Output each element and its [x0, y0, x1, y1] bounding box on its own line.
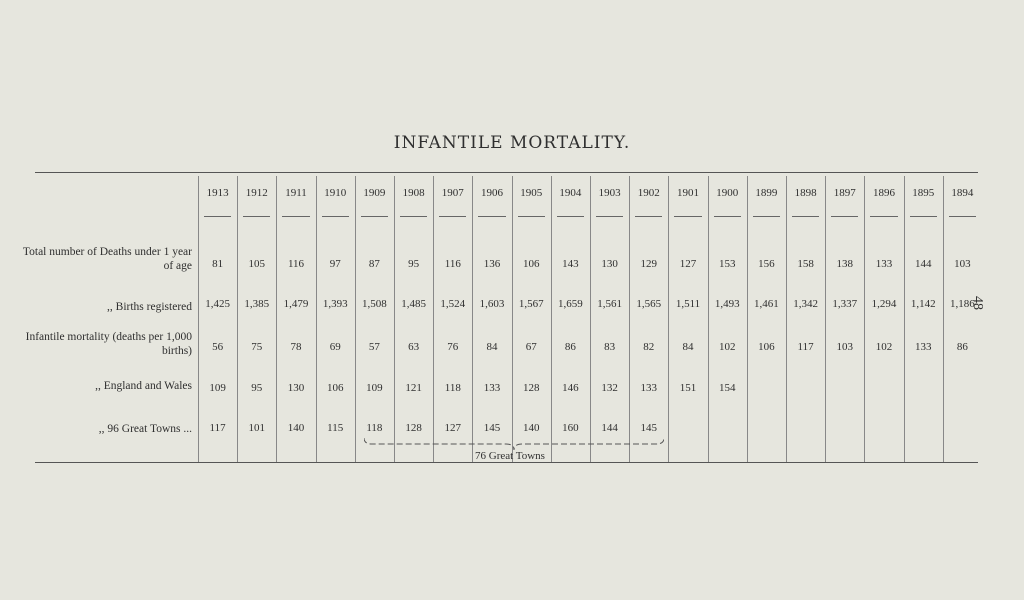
year-header: 1894: [951, 187, 974, 199]
year-header: 1900: [716, 187, 739, 199]
column-divider: [825, 176, 826, 462]
column-divider: [472, 176, 473, 462]
table-cell: 129: [640, 258, 658, 270]
header-underline: [714, 216, 741, 217]
column-divider: [943, 176, 944, 462]
table-cell: 84: [486, 341, 498, 353]
year-header: 1911: [285, 187, 307, 199]
table-cell: 136: [483, 258, 501, 270]
table-cell: 1,493: [714, 298, 740, 310]
table-cell: 1,425: [205, 298, 230, 310]
column-divider: [590, 176, 591, 462]
table-cell: 102: [875, 341, 893, 353]
table-cell: 1,485: [401, 298, 426, 310]
table-cell: 56: [212, 341, 224, 353]
table-cell: 106: [326, 382, 344, 394]
table-cell: 116: [287, 258, 305, 270]
table-cell: 1,385: [244, 298, 270, 310]
table-bottom-rule: [35, 462, 978, 463]
header-underline: [361, 216, 388, 217]
column-divider: [786, 176, 787, 462]
year-header: 1903: [598, 187, 621, 199]
table-cell: 133: [914, 341, 932, 353]
column-divider: [276, 176, 277, 462]
year-header: 1897: [833, 187, 856, 199]
header-underline: [204, 216, 231, 217]
table-cell: 132: [601, 382, 618, 394]
table-cell: 78: [290, 341, 302, 353]
table-cell: 117: [209, 422, 226, 434]
table-cell: 144: [914, 258, 932, 270]
table-cell: 118: [366, 422, 383, 434]
column-divider: [433, 176, 434, 462]
table-cell: 83: [604, 341, 616, 353]
header-underline: [949, 216, 976, 217]
header-underline: [282, 216, 309, 217]
table-cell: 103: [954, 258, 971, 270]
table-cell: 76: [447, 341, 459, 353]
table-cell: 153: [718, 258, 736, 270]
header-underline: [439, 216, 466, 217]
header-underline: [792, 216, 819, 217]
table-cell: 115: [327, 422, 344, 434]
year-header: 1905: [520, 187, 543, 199]
table-cell: 84: [682, 341, 694, 353]
table-cell: 97: [329, 258, 341, 270]
group-note: 76 Great Towns: [475, 450, 545, 462]
table-cell: 140: [522, 422, 540, 434]
table-cell: 86: [956, 341, 968, 353]
table-cell: 145: [483, 422, 501, 434]
table-cell: 146: [562, 382, 579, 394]
header-underline: [753, 216, 780, 217]
table-cell: 63: [408, 341, 420, 353]
column-divider: [864, 176, 865, 462]
rowlabel-england-wales: ,, England and Wales: [95, 380, 192, 392]
table-cell: 133: [875, 258, 893, 270]
table-cell: 1,511: [675, 298, 701, 310]
header-underline: [910, 216, 937, 217]
year-header: 1902: [637, 187, 660, 199]
table-cell: 154: [718, 382, 736, 394]
table-cell: 1,461: [754, 298, 779, 310]
column-divider: [198, 176, 199, 462]
table-cell: 1,393: [322, 298, 348, 310]
table-cell: 133: [483, 382, 501, 394]
table-cell: 1,142: [910, 298, 936, 310]
table-cell: 1,508: [362, 298, 387, 310]
header-underline: [322, 216, 349, 217]
group-brace: [364, 438, 664, 450]
rowlabel-births: ,, Births registered: [107, 301, 192, 313]
table-cell: 1,342: [793, 298, 818, 310]
table-cell: 103: [836, 341, 854, 353]
table-cell: 69: [329, 341, 341, 353]
table-cell: 106: [522, 258, 540, 270]
table-cell: 109: [366, 382, 383, 394]
column-divider: [394, 176, 395, 462]
year-header: 1896: [872, 187, 895, 199]
header-underline: [478, 216, 505, 217]
year-header: 1910: [324, 187, 347, 199]
header-underline: [831, 216, 858, 217]
header-underline: [243, 216, 270, 217]
table-cell: 160: [562, 422, 579, 434]
year-header: 1899: [755, 187, 778, 199]
table-cell: 143: [562, 258, 579, 270]
table-top-rule: [35, 172, 978, 173]
column-divider: [668, 176, 669, 462]
table-cell: 1,561: [597, 298, 622, 310]
table-cell: 106: [758, 341, 775, 353]
header-underline: [674, 216, 701, 217]
table-cell: 82: [643, 341, 655, 353]
year-header: 1895: [912, 187, 935, 199]
page-title: INFANTILE MORTALITY.: [393, 133, 631, 153]
table-cell: 87: [368, 258, 380, 270]
page-number: 48: [970, 296, 985, 310]
table-cell: 81: [212, 258, 224, 270]
table-cell: 1,524: [440, 298, 466, 310]
table-cell: 95: [408, 258, 420, 270]
rowlabel-mortality: Infantile mortality (deaths per 1,000 births): [25, 331, 192, 357]
table-cell: 86: [564, 341, 576, 353]
table-cell: 138: [836, 258, 854, 270]
header-underline: [400, 216, 427, 217]
table-cell: 1,567: [518, 298, 544, 310]
column-divider: [708, 176, 709, 462]
table-cell: 102: [718, 341, 736, 353]
table-cell: 140: [287, 422, 305, 434]
year-header: 1909: [363, 187, 386, 199]
header-underline: [557, 216, 584, 217]
rowlabel-deaths: Total number of Deaths under 1 year of age: [22, 246, 192, 272]
year-header: 1906: [480, 187, 503, 199]
table-cell: 130: [601, 258, 618, 270]
column-divider: [629, 176, 630, 462]
table-cell: 1,565: [636, 298, 662, 310]
table-cell: 156: [758, 258, 775, 270]
table-cell: 105: [248, 258, 266, 270]
table-cell: 95: [251, 382, 263, 394]
table-cell: 128: [522, 382, 540, 394]
table-cell: 133: [640, 382, 658, 394]
table-cell: 127: [679, 258, 697, 270]
table-cell: 1,294: [871, 298, 897, 310]
table-cell: 130: [287, 382, 305, 394]
column-divider: [551, 176, 552, 462]
column-divider: [237, 176, 238, 462]
table-cell: 118: [444, 382, 461, 394]
table-cell: 116: [444, 258, 461, 270]
column-divider: [316, 176, 317, 462]
table-cell: 128: [405, 422, 422, 434]
table-cell: 127: [444, 422, 462, 434]
table-cell: 145: [640, 422, 658, 434]
table-cell: 101: [248, 422, 266, 434]
header-underline: [635, 216, 662, 217]
year-header: 1907: [441, 187, 464, 199]
table-cell: 121: [405, 382, 422, 394]
header-underline: [870, 216, 897, 217]
table-cell: 57: [368, 341, 380, 353]
header-underline: [596, 216, 623, 217]
column-divider: [904, 176, 905, 462]
year-header: 1912: [245, 187, 268, 199]
column-divider: [355, 176, 356, 462]
table-cell: 109: [209, 382, 226, 394]
table-cell: 158: [797, 258, 814, 270]
table-cell: 1,337: [832, 298, 858, 310]
table-cell: 1,479: [283, 298, 309, 310]
table-cell: 75: [251, 341, 263, 353]
header-underline: [518, 216, 545, 217]
table-cell: 1,186: [950, 298, 975, 310]
year-header: 1898: [794, 187, 817, 199]
column-divider: [747, 176, 748, 462]
rowlabel-great-towns: ,, 96 Great Towns ...: [98, 423, 192, 435]
year-header: 1908: [402, 187, 425, 199]
year-header: 1904: [559, 187, 582, 199]
year-header: 1913: [206, 187, 229, 199]
table-cell: 144: [601, 422, 618, 434]
column-divider: [512, 176, 513, 462]
year-header: 1901: [676, 187, 699, 199]
table-cell: 151: [679, 382, 697, 394]
table-cell: 1,659: [558, 298, 583, 310]
table-cell: 67: [525, 341, 537, 353]
table-cell: 117: [797, 341, 814, 353]
table-cell: 1,603: [479, 298, 505, 310]
